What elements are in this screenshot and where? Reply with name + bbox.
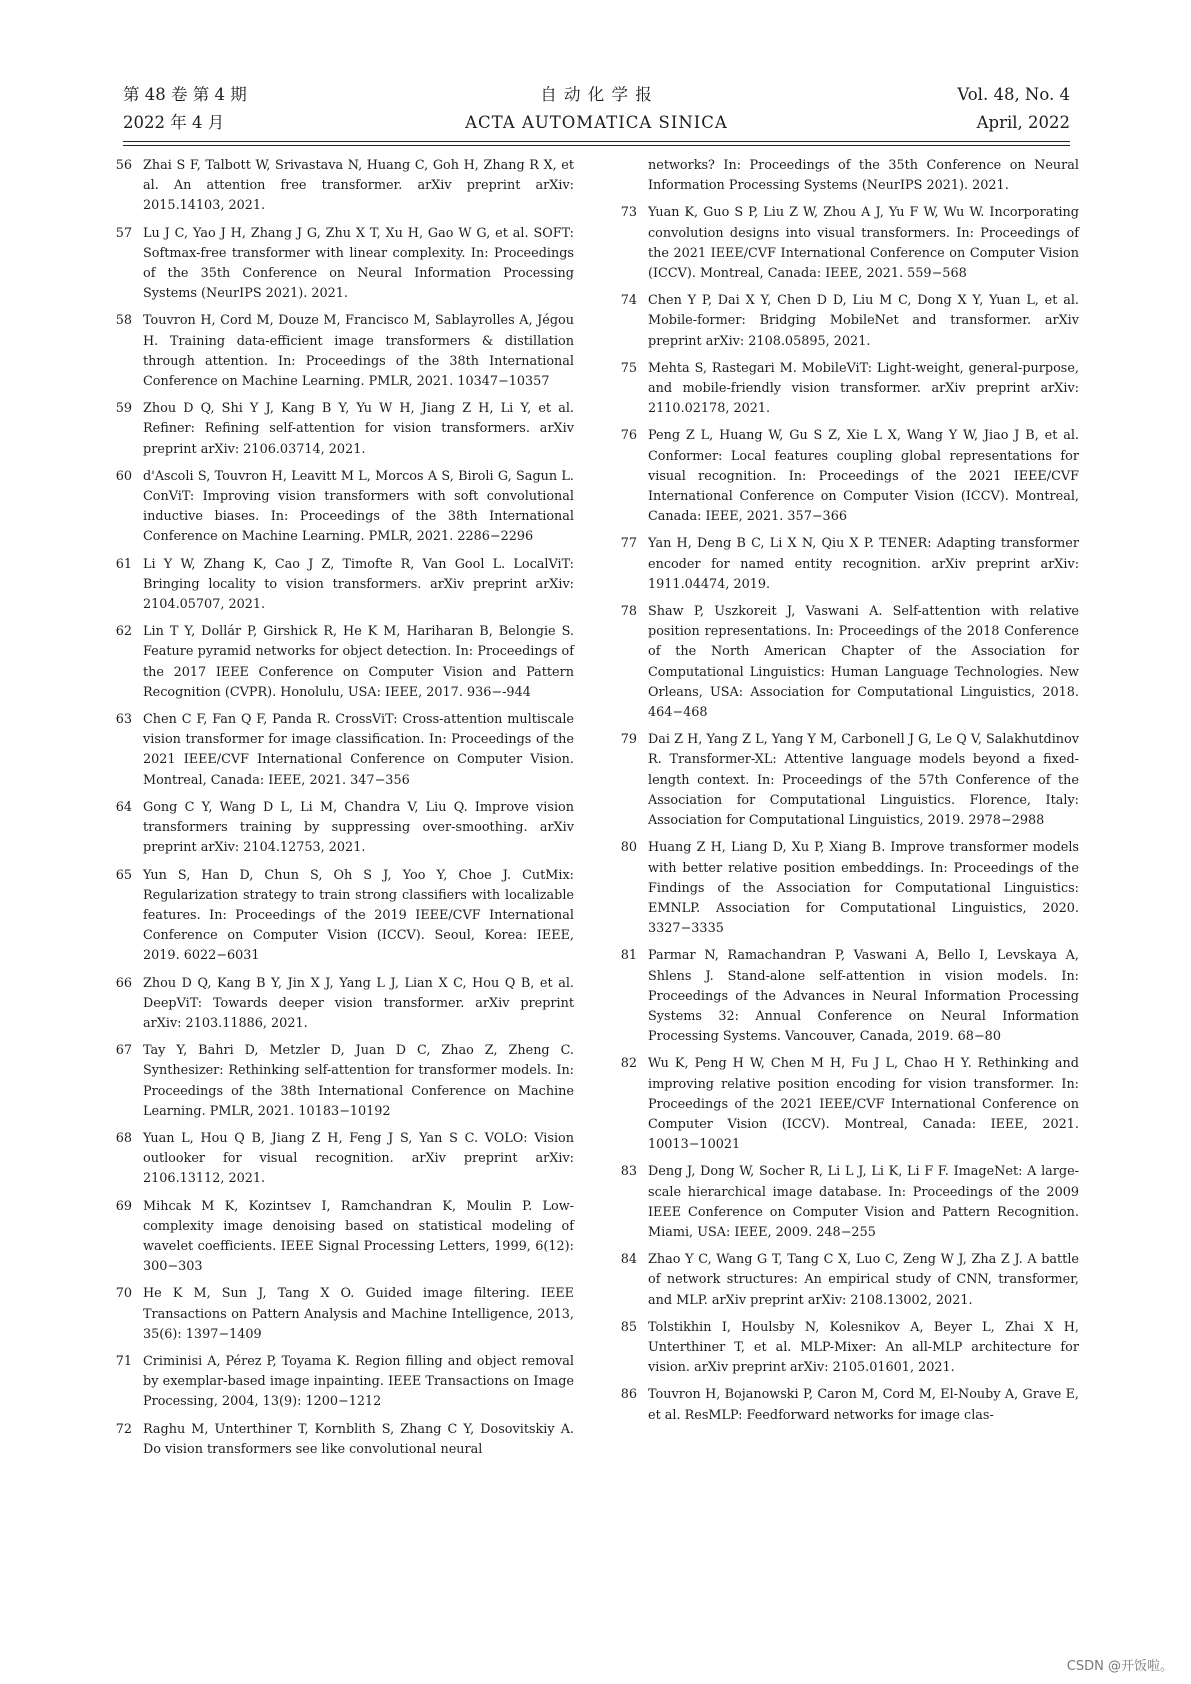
reference-85 (613, 1318, 1079, 1379)
reference-81 (613, 946, 1079, 1047)
reference-text: Yuan K, Guo S P, Liu Z W, Zhou A J, Yu F W, Wu W. Incorporating convolution designs into visual transformers. In: Proceedings of the 2021 IEEE/CVF International Conference on Computer Vision (ICCV). Montreal, Canada: IEEE, 2021. 559−568 (648, 205, 1079, 282)
reference-number: 63 (115, 712, 132, 728)
reference-text: Mihcak M K, Kozintsev I, Ramchandran K, Moulin P. Low-complexity image denoising based on statistical modeling of wavelet coefficients. IEEE Signal Processing Letters, 1999, 6(12): 300−303 (143, 1198, 574, 1275)
reference-number: 76 (620, 428, 637, 444)
reference-75 (613, 359, 1079, 420)
reference-number: 73 (620, 205, 637, 221)
reference-text: Yun S, Han D, Chun S, Oh S J, Yoo Y, Choe J. CutMix: Regularization strategy to train strong classifiers with localizable features. In: Proceedings of the 2019 IEEE/CVF International Conference on Computer Vision (ICCV). Seoul, Korea: IEEE, 2019. 6022−6031 (143, 867, 574, 964)
reference-number: 65 (115, 867, 132, 883)
reference-56 (108, 156, 574, 217)
reference-69 (108, 1197, 574, 1278)
watermark: CSDN @开饭啦。 (1066, 1659, 1173, 1674)
journal-title-zh: 自 动 化 学 报 (540, 85, 653, 104)
reference-number: 82 (620, 1056, 637, 1072)
reference-text: Raghu M, Unterthiner T, Kornblith S, Zhang C Y, Dosovitskiy A. Do vision transformers see like convolutional neural (143, 1421, 574, 1457)
reference-text: Chen C F, Fan Q F, Panda R. CrossViT: Cross-attention multiscale vision transformer for image classification. In: Proceedings of the 2021 IEEE/CVF International Conference on Computer Vision. Montreal, Canada: IEEE, 2021. 347−356 (143, 712, 574, 788)
reference-84 (613, 1250, 1079, 1311)
volume-issue-zh: 第 48 卷 第 4 期 (123, 85, 247, 104)
reference-text: Dai Z H, Yang Z L, Yang Y M, Carbonell J G, Le Q V, Salakhutdinov R. Transformer-XL: Attentive language models beyond a fixed-length context. In: Proceedings of the 57th Conference of the Association for Computational Linguistics. Florence, Italy: Association for Computational Linguistics, 2019. 2978−2988 (648, 732, 1079, 829)
reference-number: 67 (115, 1043, 132, 1059)
header-rule-thick (123, 141, 1070, 142)
reference-76 (613, 426, 1079, 527)
reference-text: Touvron H, Cord M, Douze M, Francisco M, Sablayrolles A, Jégou H. Training data-efficient image transformers & distillation through attention. In: Proceedings of the 38th International Conference on Machine Learning. PMLR, 2021. 10347−10357 (143, 313, 574, 390)
reference-text: Mehta S, Rastegari M. MobileViT: Light-weight, general-purpose, and mobile-friendly vision transformer. arXiv preprint arXiv: 2110.02178, 2021. (648, 360, 1079, 417)
reference-text: Tolstikhin I, Houlsby N, Kolesnikov A, Beyer L, Zhai X H, Unterthiner T, et al. MLP-Mixer: An all-MLP architecture for vision. arXiv preprint arXiv: 2105.01601, 2021. (648, 1319, 1079, 1376)
reference-text: Zhao Y C, Wang G T, Tang C X, Luo C, Zeng W J, Zha Z J. A battle of network structures: An empirical study of CNN, transformer, and MLP. arXiv preprint arXiv: 2108.13002, 2021. (648, 1252, 1079, 1308)
reference-82 (613, 1054, 1079, 1155)
reference-text: Gong C Y, Wang D L, Li M, Chandra V, Liu Q. Improve vision transformers training by suppressing over-smoothing. arXiv preprint arXiv: 2104.12753, 2021. (143, 799, 574, 856)
reference-text: Deng J, Dong W, Socher R, Li L J, Li K, Li F F. ImageNet: A large-scale hierarchical image database. In: Proceedings of the 2009 IEEE Conference on Computer Vision and Pattern Recognition. Miami, USA: IEEE, 2009. 248−255 (648, 1164, 1079, 1240)
reference-number: 56 (115, 158, 132, 173)
volume-issue-en: Vol. 48, No. 4 (957, 85, 1070, 104)
reference-text: Zhou D Q, Shi Y J, Kang B Y, Yu W H, Jiang Z H, Li Y, et al. Refiner: Refining self-attention for vision transformers. arXiv preprint arXiv: 2106.03714, 2021. (143, 401, 574, 457)
reference-text: Zhai S F, Talbott W, Srivastava N, Huang C, Goh H, Zhang R X, et al. An attention free transformer. arXiv preprint arXiv: 2015.14103, 2021. (143, 158, 574, 214)
reference-number: 70 (115, 1286, 132, 1302)
header-rule-thin (123, 145, 1070, 146)
reference-text: Zhou D Q, Kang B Y, Jin X J, Yang L J, Lian X C, Hou Q B, et al. DeepViT: Towards deeper vision transformer. arXiv preprint arXiv: 2103.11886, 2021. (143, 975, 574, 1031)
reference-text: Huang Z H, Liang D, Xu P, Xiang B. Improve transformer models with better relative position embeddings. In: Proceedings of the Findings of the Association for Computational Linguistics: EMNLP. Association for Computational Linguistics, 2020. 3327−3335 (648, 840, 1079, 937)
reference-number: 74 (620, 293, 637, 309)
reference-72-continuation: networks? In: Proceedings of the 35th Conference on Neural Information Processing Systems (NeurIPS 2021). 2021. (648, 158, 1079, 194)
reference-80 (613, 838, 1079, 939)
reference-58 (108, 311, 574, 392)
reference-61 (108, 555, 574, 616)
reference-text: Criminisi A, Pérez P, Toyama K. Region filling and object removal by exemplar-based image inpainting. IEEE Transactions on Image Processing, 2004, 13(9): 1200−1212 (143, 1353, 574, 1410)
reference-text: Li Y W, Zhang K, Cao J Z, Timofte R, Van Gool L. LocalViT: Bringing locality to vision transformers. arXiv preprint arXiv: 2104.05707, 2021. (143, 556, 574, 613)
left-column (108, 156, 574, 1467)
reference-number: 62 (115, 624, 132, 640)
reference-66 (108, 974, 574, 1035)
reference-text: Touvron H, Bojanowski P, Caron M, Cord M, El-Nouby A, Grave E, et al. ResMLP: Feedforward networks for image clas- (648, 1387, 1079, 1423)
reference-62 (108, 622, 574, 703)
reference-65 (108, 866, 574, 967)
reference-text: Lu J C, Yao J H, Zhang J G, Zhu X T, Xu H, Gao W G, et al. SOFT: Softmax-free transformer with linear complexity. In: Proceedings of the 35th Conference on Neural Information Processing Systems (NeurIPS 2021). 2021. (143, 225, 574, 302)
date-en: April, 2022 (976, 113, 1070, 132)
reference-number: 78 (620, 604, 637, 620)
reference-86 (613, 1385, 1079, 1425)
reference-text: Chen Y P, Dai X Y, Chen D D, Liu M C, Dong X Y, Yuan L, et al. Mobile-former: Bridging MobileNet and transformer. arXiv preprint arXiv: 2108.05895, 2021. (648, 293, 1079, 349)
reference-57 (108, 224, 574, 305)
reference-number: 64 (115, 799, 132, 815)
reference-text: Shaw P, Uszkoreit J, Vaswani A. Self-attention with relative position representations. In: Proceedings of the 2018 Conference of the North American Chapter of the Association for Computational Linguistics: Human Language Technologies. New Orleans, USA: Association for Computational Linguistics, 2018. 464−468 (648, 604, 1079, 721)
reference-74 (613, 291, 1079, 352)
reference-number: 61 (115, 556, 132, 572)
reference-text: Lin T Y, Dollár P, Girshick R, He K M, Hariharan B, Belongie S. Feature pyramid networks for object detection. In: Proceedings of the 2017 IEEE Conference on Computer Vision and Pattern Recognition (CVPR). Honolulu, USA: IEEE, 2017. 936−-944 (143, 624, 574, 700)
reference-number: 83 (620, 1164, 637, 1180)
reference-63 (108, 710, 574, 791)
reference-70 (108, 1284, 574, 1345)
reference-83 (613, 1162, 1079, 1243)
right-column (613, 156, 1079, 1433)
reference-text: Peng Z L, Huang W, Gu S Z, Xie L X, Wang Y W, Jiao J B, et al. Conformer: Local features coupling global representations for visual recognition. In: Proceedings of the 2021 IEEE/CVF International Conference on Computer Vision (ICCV). Montreal, Canada: IEEE, 2021. 357−366 (648, 428, 1079, 525)
reference-59 (108, 399, 574, 460)
reference-number: 72 (115, 1421, 132, 1437)
reference-number: 60 (115, 468, 132, 484)
reference-text: He K M, Sun J, Tang X O. Guided image filtering. IEEE Transactions on Pattern Analysis and Machine Intelligence, 2013, 35(6): 1397−1409 (143, 1286, 574, 1342)
reference-text: Yan H, Deng B C, Li X N, Qiu X P. TENER: Adapting transformer encoder for named entity recognition. arXiv preprint arXiv: 1911.04474, 2019. (648, 536, 1079, 592)
reference-number: 75 (620, 360, 637, 376)
journal-title-en: ACTA AUTOMATICA SINICA (465, 113, 728, 132)
reference-73 (613, 203, 1079, 284)
reference-64 (108, 798, 574, 859)
reference-67 (108, 1041, 574, 1122)
reference-text: Parmar N, Ramachandran P, Vaswani A, Bello I, Levskaya A, Shlens J. Stand-alone self-attention in vision models. In: Proceedings of the Advances in Neural Information Processing Systems 32: Annual Conference on Neural Information Processing Systems. Vancouver, Canada, 2019. 68−80 (648, 948, 1079, 1045)
reference-71 (108, 1352, 574, 1413)
reference-number: 71 (115, 1353, 132, 1369)
reference-text: Wu K, Peng H W, Chen M H, Fu J L, Chao H Y. Rethinking and improving relative position encoding for vision transformer. In: Proceedings of the 2021 IEEE/CVF International Conference on Computer Vision (ICCV). Montreal, Canada: IEEE, 2021. 10013−10021 (648, 1056, 1079, 1153)
reference-77 (613, 534, 1079, 595)
reference-number: 84 (620, 1252, 637, 1268)
reference-number: 59 (115, 401, 132, 417)
reference-text: d'Ascoli S, Touvron H, Leavitt M L, Morcos A S, Biroli G, Sagun L. ConViT: Improving vision transformers with soft convolutional inductive biases. In: Proceedings of the 38th International Conference on Machine Learning. PMLR, 2021. 2286−2296 (143, 468, 574, 545)
reference-number: 57 (115, 225, 132, 241)
reference-number: 77 (620, 536, 637, 552)
reference-78 (613, 602, 1079, 723)
reference-text: Yuan L, Hou Q B, Jiang Z H, Feng J S, Yan S C. VOLO: Vision outlooker for visual recognition. arXiv preprint arXiv: 2106.13112, 2021. (143, 1130, 574, 1187)
reference-number: 69 (115, 1198, 132, 1214)
reference-number: 86 (620, 1387, 637, 1403)
reference-number: 68 (115, 1130, 132, 1146)
reference-79 (613, 730, 1079, 831)
reference-number: 81 (620, 948, 637, 964)
reference-number: 79 (620, 732, 637, 748)
reference-number: 80 (620, 840, 637, 856)
reference-68 (108, 1129, 574, 1190)
reference-60 (108, 467, 574, 548)
reference-72 (108, 1420, 574, 1460)
reference-number: 85 (620, 1319, 637, 1335)
reference-number: 58 (115, 313, 132, 329)
date-zh: 2022 年 4 月 (123, 113, 225, 132)
reference-number: 66 (115, 975, 132, 991)
reference-text: Tay Y, Bahri D, Metzler D, Juan D C, Zhao Z, Zheng C. Synthesizer: Rethinking self-attention for transformer models. In: Proceedings of the 38th International Conference on Machine Learning. PMLR, 2021. 10183−10192 (143, 1043, 574, 1119)
